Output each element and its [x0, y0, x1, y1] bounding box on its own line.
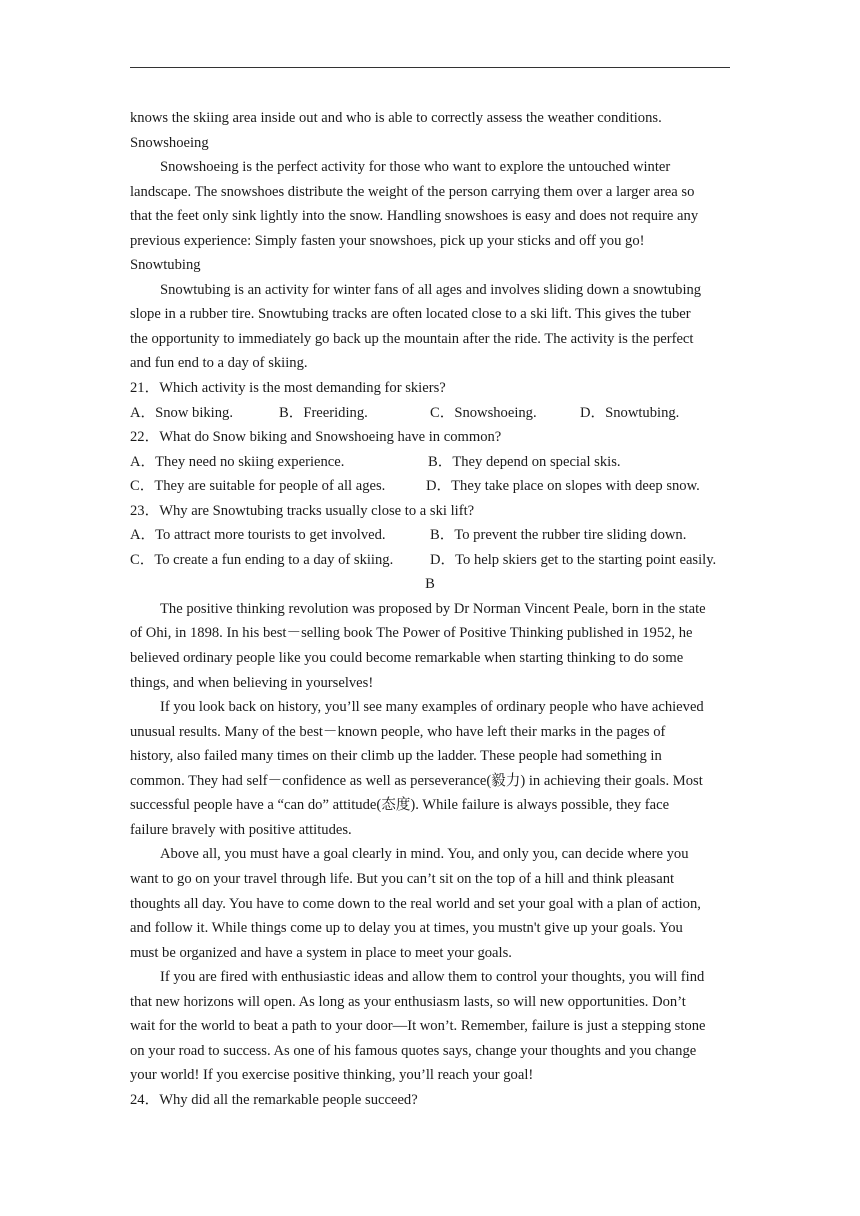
passage-b-line: successful people have a “can do” attitude(态度). While failure is always possible, they face — [130, 797, 670, 814]
q22-options-row2 — [130, 474, 730, 499]
q21-option-d[interactable]: D．Snowtubing. — [580, 404, 680, 421]
heading-snowshoeing: Snowshoeing — [130, 134, 209, 151]
snowtubing-line: and fun end to a day of skiing. — [130, 355, 308, 372]
snowshoeing-line: landscape. The snowshoes distribute the weight of the person carrying them over a larger area so — [130, 183, 695, 200]
document-body — [130, 106, 730, 1112]
q21-stem: 21．Which activity is the most demanding for skiers? — [130, 380, 446, 397]
q23-option-b[interactable]: B．To prevent the rubber tire sliding down. — [430, 527, 687, 544]
q21-option-c[interactable]: C．Snowshoeing. — [430, 404, 537, 421]
passage-b-line: things, and when believing in yourselves! — [130, 674, 374, 691]
passage-b-line: unusual results. Many of the best－known people, who have left their marks in the pages of — [130, 723, 666, 740]
passage-b-line: common. They had self－confidence as well as perseverance(毅力) in achieving their goals. Most — [130, 772, 703, 789]
section-b-heading: B — [425, 576, 435, 593]
passage-b-line: must be organized and have a system in place to meet your goals. — [130, 944, 512, 961]
passage-b-line: failure bravely with positive attitudes. — [130, 821, 352, 838]
passage-b-line: wait for the world to beat a path to your door—It won’t. Remember, failure is just a stepping stone — [130, 1018, 706, 1035]
passage-b-line: that new horizons will open. As long as your enthusiasm lasts, so will new opportunities. Don’t — [130, 993, 686, 1010]
q23-option-a[interactable]: A．To attract more tourists to get involved. — [130, 527, 386, 544]
passage-b-line: If you are fired with enthusiastic ideas and allow them to control your thoughts, you will find — [160, 969, 705, 986]
passage-b-line: history, also failed many times on their climb up the ladder. These people had something in — [130, 748, 662, 765]
passage-b-line: your world! If you exercise positive thinking, you’ll reach your goal! — [130, 1067, 534, 1084]
passage-b-line: on your road to success. As one of his famous quotes says, change your thoughts and you change — [130, 1042, 697, 1059]
q22-option-c[interactable]: C．They are suitable for people of all ages. — [130, 478, 386, 495]
passage-b-line: Above all, you must have a goal clearly in mind. You, and only you, can decide where you — [160, 846, 689, 863]
snowtubing-line: Snowtubing is an activity for winter fans of all ages and involves sliding down a snowtubing — [160, 281, 702, 298]
q22-option-a[interactable]: A．They need no skiing experience. — [130, 453, 345, 470]
passage-b-line: want to go on your travel through life. But you can’t sit on the top of a hill and think pleasant — [130, 870, 675, 887]
passage-b-line: believed ordinary people like you could become remarkable when starting thinking to do some — [130, 650, 684, 667]
header-rule — [130, 67, 730, 68]
snowshoeing-line: that the feet only sink lightly into the snow. Handling snowshoes is easy and does not require any — [130, 208, 699, 225]
q22-options-row1 — [130, 450, 730, 475]
q22-stem: 22．What do Snow biking and Snowshoeing have in common? — [130, 429, 502, 446]
q23-stem: 23．Why are Snowtubing tracks usually close to a ski lift? — [130, 502, 475, 519]
q23-options-row1 — [130, 523, 730, 548]
snowtubing-line: the opportunity to immediately go back up the mountain after the ride. The activity is the perfect — [130, 330, 694, 347]
q23-option-c[interactable]: C．To create a fun ending to a day of skiing. — [130, 551, 394, 568]
q22-option-d[interactable]: D．They take place on slopes with deep snow. — [426, 478, 700, 495]
q24-stem: 24．Why did all the remarkable people succeed? — [130, 1091, 418, 1108]
q21-options — [130, 401, 730, 426]
passage-b-line: thoughts all day. You have to come down to the real world and set your goal with a plan of action, — [130, 895, 701, 912]
passage-b-line: If you look back on history, you’ll see many examples of ordinary people who have achieved — [160, 699, 704, 716]
q22-option-b[interactable]: B．They depend on special skis. — [428, 453, 621, 470]
q21-option-a[interactable]: A．Snow biking. — [130, 404, 233, 421]
snowshoeing-line: previous experience: Simply fasten your snowshoes, pick up your sticks and off you go! — [130, 232, 645, 249]
q23-option-d[interactable]: D．To help skiers get to the starting point easily. — [430, 551, 717, 568]
heading-snowtubing: Snowtubing — [130, 257, 201, 274]
snowshoeing-line: Snowshoeing is the perfect activity for those who want to explore the untouched winter — [160, 159, 671, 176]
passage-b-line: and follow it. While things come up to delay you at times, you mustn't give up your goals. You — [130, 920, 683, 937]
passage-a-tail: knows the skiing area inside out and who is able to correctly assess the weather conditions. — [130, 110, 662, 126]
passage-b-line: of Ohi, in 1898. In his best－selling book The Power of Positive Thinking published in 1952, he — [130, 625, 693, 642]
q21-option-b[interactable]: B．Freeriding. — [279, 404, 368, 421]
snowtubing-line: slope in a rubber tire. Snowtubing tracks are often located close to a ski lift. This gives the tuber — [130, 306, 691, 323]
q23-options-row2 — [130, 548, 730, 573]
passage-b-line: The positive thinking revolution was proposed by Dr Norman Vincent Peale, born in the state — [160, 600, 706, 617]
